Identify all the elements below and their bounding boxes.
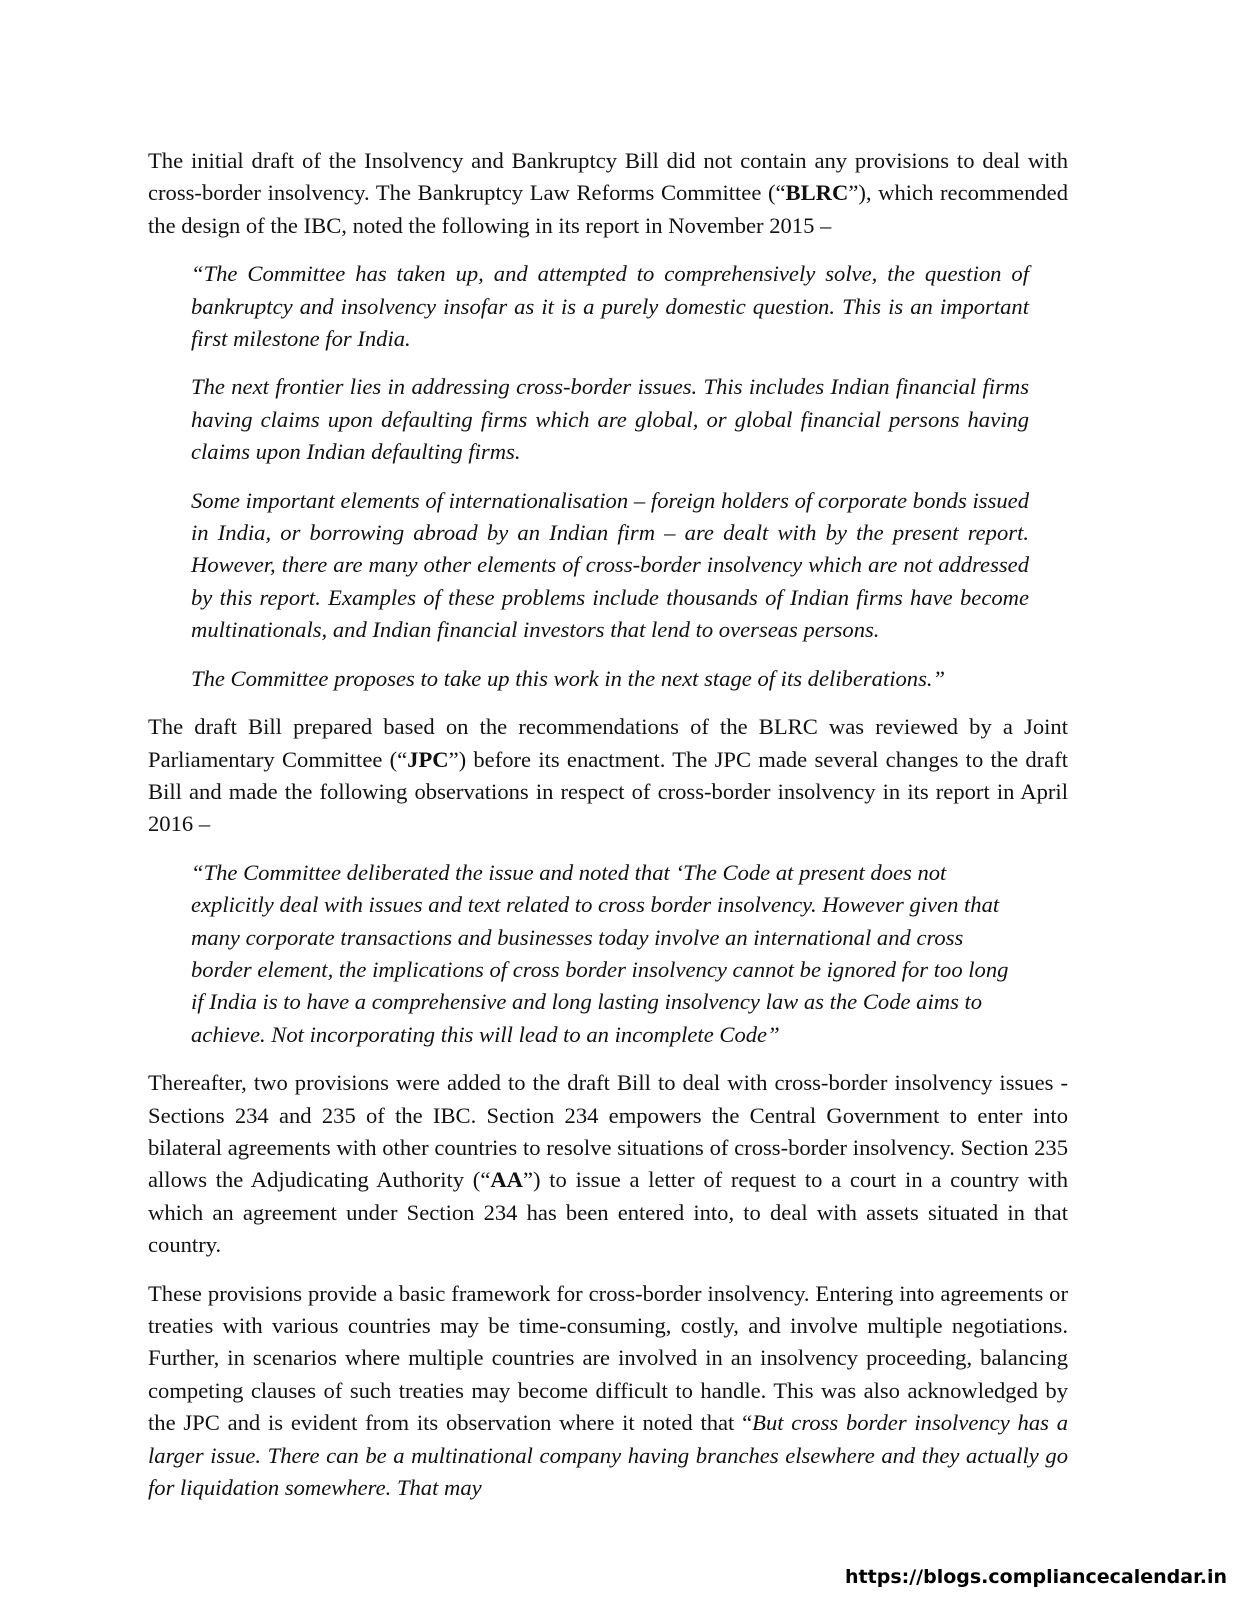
- paragraph-text: The draft Bill prepared based on the recommendations of the BLRC was reviewed by a Joint Parliamentary Committee (“: [148, 714, 1068, 772]
- defined-term-jpc: JPC: [407, 746, 449, 772]
- paragraph-text: ”), which recommended the design of the IBC, noted the following in its report in November 2015 –: [148, 180, 1069, 238]
- defined-term-blrc: BLRC: [785, 180, 849, 206]
- paragraph-text: The initial draft of the Insolvency and Bankruptcy Bill did not contain any provisions to deal with cross-border insolvency. The Bankruptcy Law Reforms Committee (“: [148, 148, 1068, 206]
- quote-paragraph: “The Committee deliberated the issue and noted that ‘The Code at present does not explicitly deal with issues and text related to cross border insolvency. However given that many corporate transactions and businesses today involve an international and cross border element, the implications of cross border insolvency cannot be ignored for too long if India is to have a comprehensive and long lasting insolvency law as the Code aims to achieve. Not incorporating this will lead to an incomplete Code”: [191, 859, 1009, 1047]
- paragraph-sections-234-235: [148, 1067, 1068, 1261]
- quote-paragraph: Some important elements of internationalisation – foreign holders of corporate bonds issued in India, or borrowing abroad by an Indian firm – are dealt with by the present report. However, there are many other elements of cross-border insolvency which are not addressed by this report. Examples of these problems include thousands of Indian firms have become multinationals, and Indian financial investors that lend to overseas persons.: [191, 487, 1029, 643]
- footer-source-url: https://blogs.compliancecalendar.in: [845, 1566, 1227, 1588]
- blrc-report-quote: [191, 258, 1029, 695]
- defined-term-aa: AA: [490, 1167, 523, 1193]
- paragraph-intro: [148, 145, 1068, 242]
- quote-paragraph: The Committee proposes to take up this work in the next stage of its deliberations.”: [191, 665, 946, 691]
- quote-paragraph: The next frontier lies in addressing cross-border issues. This includes Indian financial firms having claims upon defaulting firms which are global, or global financial persons having claims upon Indian defaulting firms.: [191, 374, 1029, 465]
- document-body: [148, 145, 1068, 1520]
- paragraph-text: ”) to issue a letter of request to a court in a country with which an agreement under Section 234 has been entered into, to deal with assets situated in that country.: [148, 1167, 1068, 1258]
- paragraph-framework: [148, 1278, 1068, 1505]
- paragraph-text: These provisions provide a basic framework for cross-border insolvency. Entering into agreements or treaties with various countries may be time-consuming, costly, and involve multiple negotiations. Further, in scenarios where multiple countries are involved in an insolvency proceeding, balancing competing clauses of such treaties may become difficult to handle. This was also acknowledged by the JPC and is evident from its observation where it noted that “: [148, 1280, 1068, 1436]
- inline-quote: But cross border insolvency has a larger issue. There can be a multinational company having branches elsewhere and they actually go for liquidation somewhere. That may: [148, 1410, 1068, 1501]
- quote-paragraph: “The Committee has taken up, and attempted to comprehensively solve, the question of bankruptcy and insolvency insofar as it is a purely domestic question. This is an important first milestone for India.: [191, 261, 1029, 352]
- jpc-report-quote: [191, 857, 1017, 1051]
- paragraph-text: Thereafter, two provisions were added to the draft Bill to deal with cross-border insolvency issues - Sections 234 and 235 of the IBC. Section 234 empowers the Central Government to enter into bilateral agreements with other countries to resolve situations of cross-border insolvency. Section 235 allows the Adjudicating Authority (“: [148, 1070, 1068, 1193]
- paragraph-text: ”) before its enactment. The JPC made several changes to the draft Bill and made the following observations in respect of cross-border insolvency in its report in April 2016 –: [148, 746, 1068, 837]
- paragraph-jpc-review: [148, 711, 1068, 841]
